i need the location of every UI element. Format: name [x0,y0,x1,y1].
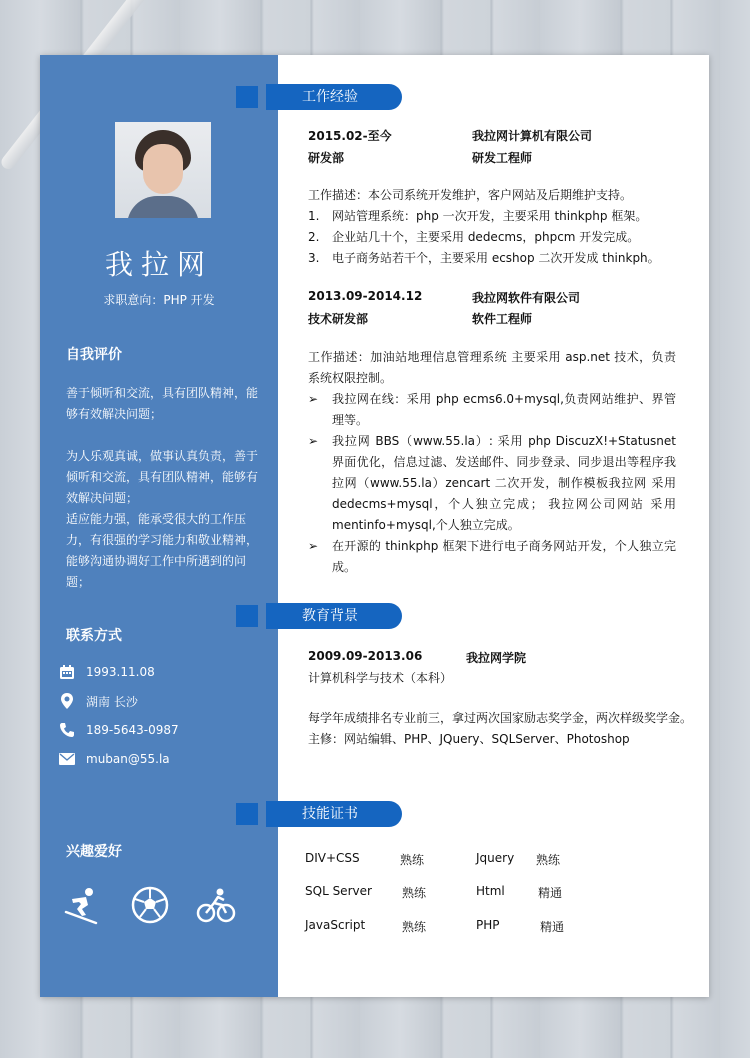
location-pin-icon [58,692,76,710]
job2-company: 我拉网软件有限公司 [472,291,581,305]
skill-name: JavaScript [305,918,366,932]
self-eval-para: 善于倾听和交流，具有团队精神，能够有效解决问题； [66,386,259,421]
job2-dept: 技术研发部 [308,312,369,326]
soccer-icon [130,885,170,925]
list-item: 2. 企业站几十个，主要采用 dedecms，phpcm 开发完成。 [308,230,640,244]
phone-icon [58,721,76,739]
job2-details [308,347,676,578]
edu-honors: 每学年成绩排名专业前三，拿过两次国家励志奖学金，两次样级奖学金。 [308,711,693,725]
list-item: ➢ 在开源的 thinkphp 框架下进行电子商务网站开发，个人独立完成。 [308,539,676,574]
education-heading: 教育背景 [266,603,402,629]
job2-role: 软件工程师 [472,312,533,326]
profile-name: 我拉网 [104,248,213,281]
skill-name: SQL Server [305,884,372,898]
list-item: ➢ 我拉网 BBS（www.55.la）: 采用 php DiscuzX!+Statusnet 界面优化，信息过滤、发送邮件、同步登录、同步退出等程序我拉网（www.55.la）zencart 二次开发，制作模板我拉网 采用dedecms+mysql，个人独立完成； 我拉网公司网站 采用mentinfo+mysql,个人独立完成。 [308,434,676,532]
location-text: 湖南 长沙 [86,694,138,709]
self-eval-para: 为人乐观真诚，做事认真负责，善于倾听和交流，具有团队精神，能够有效解决问题； [66,449,259,505]
skill-level: 精通 [540,920,565,934]
job2-desc: 工作描述：加油站地理信息管理系统 主要采用 asp.net 技术，负责系统权限控制。 [308,350,676,385]
job1-details [308,185,676,269]
edu-school: 我拉网学院 [466,651,527,665]
job1-dept: 研发部 [308,151,345,165]
skill-level: 熟练 [400,853,425,867]
contact-email [58,749,170,769]
resume-page [40,55,709,997]
skill-name: Jquery [476,851,515,865]
job2-period: 2013.09-2014.12 [308,289,423,303]
hobbies-heading: 兴趣爱好 [66,844,122,860]
birth-date: 1993.11.08 [86,665,155,679]
skills-heading: 技能证书 [266,801,402,827]
skiing-icon [62,885,102,925]
calendar-icon [58,663,76,681]
job1-role: 研发工程师 [472,151,533,165]
contact-birth [58,662,155,682]
list-item: 1. 网站管理系统：php 一次开发，主要采用 thinkphp 框架。 [308,209,648,223]
job1-company: 我拉网计算机有限公司 [472,129,593,143]
profile-photo [115,122,211,218]
skill-name: PHP [476,918,500,932]
cycling-icon [196,885,236,925]
skill-level: 熟练 [536,853,561,867]
skill-level: 熟练 [402,886,427,900]
contact-heading: 联系方式 [66,628,122,644]
edu-courses: 主修：网站编辑、PHP、JQuery、SQLServer、Photoshop [308,732,630,746]
work-heading: 工作经验 [266,84,402,110]
edu-period: 2009.09-2013.06 [308,649,423,663]
email-address[interactable]: muban@55.la [86,752,170,766]
self-eval-text [66,383,264,593]
skill-level: 熟练 [402,920,427,934]
self-eval-heading: 自我评价 [66,347,122,363]
skill-level: 精通 [538,886,563,900]
job1-desc: 工作描述：本公司系统开发维护，客户网站及后期维护支持。 [308,188,633,202]
skill-name: Html [476,884,505,898]
contact-phone [58,720,179,740]
skill-name: DIV+CSS [305,851,360,865]
job1-period: 2015.02-至今 [308,129,392,143]
contact-location [58,691,138,711]
list-item: 3. 电子商务站若干个，主要采用 ecshop 二次开发成 thinkph。 [308,251,660,265]
self-eval-para: 适应能力强，能承受很大的工作压力，有很强的学习能力和敬业精神，能够沟通协调好工作中所遇到的问题； [66,512,259,589]
mail-icon [58,750,76,768]
phone-number[interactable]: 189-5643-0987 [86,723,179,737]
sidebar [40,55,278,997]
edu-major: 计算机科学与技术（本科） [308,671,453,685]
list-item: ➢ 我拉网在线：采用 php ecms6.0+mysql,负责网站维护、界管理等。 [308,392,676,427]
job-intent: 求职意向：PHP 开发 [103,293,215,307]
